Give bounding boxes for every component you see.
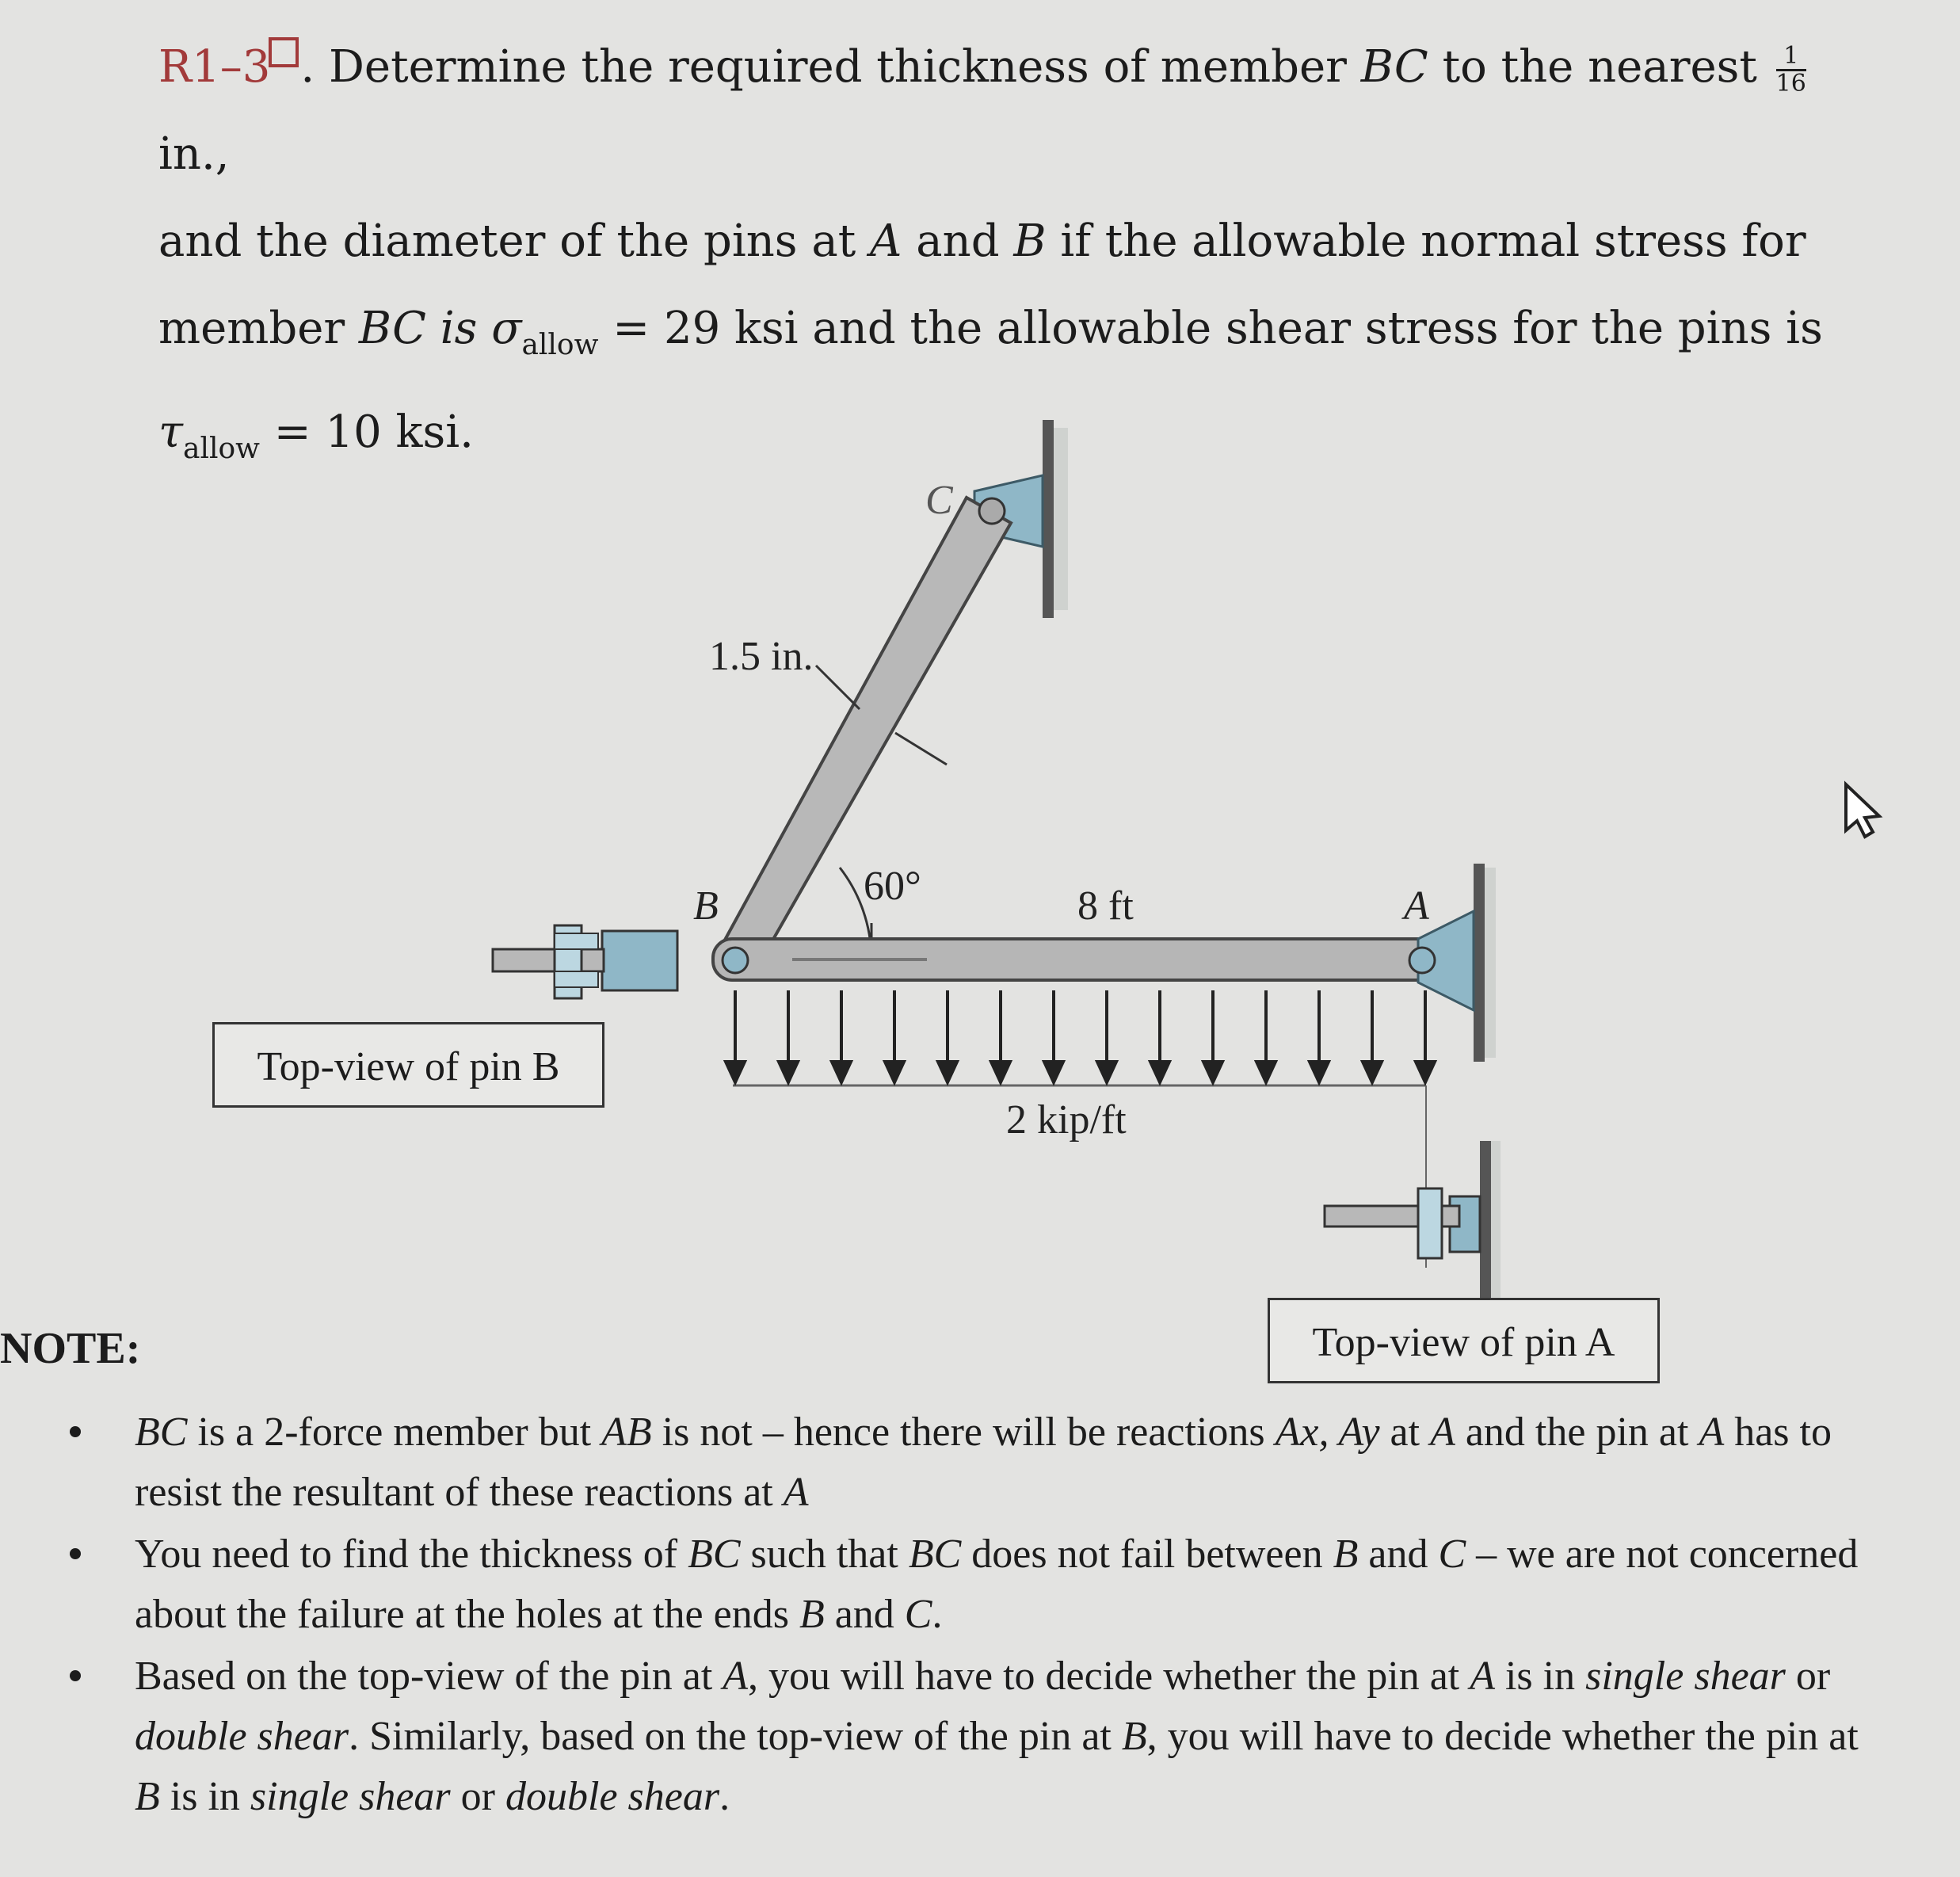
note-item [48,1646,1870,1827]
bullet-icon [70,1670,81,1681]
text: or [1785,1654,1831,1699]
text: BC [135,1410,188,1455]
text: = 10 ksi. [259,406,474,458]
distributed-load [726,990,1435,1085]
text: . Similarly, based on the top-view of the pin at [349,1714,1122,1759]
topview-pin-a-label: Top-view of pin A [1268,1298,1660,1383]
text: does not fail between [961,1532,1333,1577]
text: and [1358,1532,1439,1577]
subscript: allow [182,433,260,465]
label-b: B [693,883,719,929]
text: , you will have to decide whether the pin at [1146,1714,1859,1759]
text: double shear [135,1714,349,1759]
text: C [1438,1532,1466,1577]
text: member [158,303,359,354]
pin-b [723,948,748,973]
text: AB [601,1410,652,1455]
pin-a: A [870,216,902,267]
text: – we are not concerned about the failure at the holes at the ends [135,1532,1859,1637]
sigma-symbol: is σ [425,303,522,354]
text: B [799,1592,825,1637]
note-heading: NOTE: [0,1324,141,1373]
fraction-numerator: 1 [1776,44,1806,71]
text: and the pin at [1455,1410,1699,1455]
tau-symbol: τ [158,406,183,458]
text: and the diameter of the pins at [158,216,871,267]
label-load: 2 kip/ft [1006,1097,1127,1143]
text: Based on the top-view of the pin at [135,1654,723,1699]
text: at [1379,1410,1431,1455]
text: single shear [1585,1654,1786,1699]
cursor-icon [1846,784,1879,837]
label-a: A [1404,883,1429,929]
text: if the allowable normal stress for [1046,216,1806,267]
subscript: allow [521,329,599,361]
label-span: 8 ft [1077,883,1134,929]
text: is not – hence there will be reactions [651,1410,1276,1455]
member-bc [715,498,1011,959]
wall-a [1474,864,1485,1062]
text: is in [1494,1654,1586,1699]
text: BC [688,1532,741,1577]
text: B [1121,1714,1147,1759]
text: A [1430,1410,1455,1455]
text: A [1470,1654,1495,1699]
note-item [48,1524,1870,1645]
text: B [1333,1532,1359,1577]
text: A [783,1470,809,1515]
label-c: C [925,478,953,523]
pin-c [979,498,1005,524]
pin-b: B [1013,216,1047,267]
wall-c [1043,420,1054,618]
member-bc: BC [1360,41,1428,93]
pin-a [1409,948,1435,973]
note-item [48,1402,1870,1523]
text: , you will have to decide whether the pin at [748,1654,1470,1699]
member-bc: BC [358,303,426,354]
problem-number: R1–3 [158,41,271,93]
fraction-denominator: 16 [1775,70,1806,97]
text: . Determine the required thickness of member [300,41,1361,93]
note-list [48,1402,1870,1829]
text: and [902,216,1014,267]
topview-pin-a-drawing [1325,1141,1501,1299]
text: . [932,1592,943,1637]
text: C [904,1592,932,1637]
text: Ax, Ay [1275,1410,1380,1455]
text: = 29 ksi and the allowable shear stress for the pins is [598,303,1823,354]
text: A [723,1654,749,1699]
text: such that [740,1532,909,1577]
text: double shear [505,1774,720,1819]
bullet-icon [70,1426,81,1437]
text: or [450,1774,505,1819]
bullet-icon [70,1548,81,1559]
text: BC [908,1532,962,1577]
text: You need to find the thickness of [135,1532,688,1577]
text: . [719,1774,730,1819]
text: A [1699,1410,1725,1455]
text: single shear [250,1774,451,1819]
text: is in [159,1774,250,1819]
topview-pin-b-label: Top-view of pin B [212,1022,604,1108]
topview-pin-b-drawing [493,925,677,998]
label-angle: 60° [864,864,921,909]
text: and [824,1592,905,1637]
text: is a 2-force member but [187,1410,602,1455]
text: to the nearest [1428,41,1771,93]
text: in., [158,128,230,180]
text: B [135,1774,160,1819]
label-width: 1.5 in. [709,634,814,679]
text: has to resist the resultant of these reactions at [135,1410,1832,1515]
